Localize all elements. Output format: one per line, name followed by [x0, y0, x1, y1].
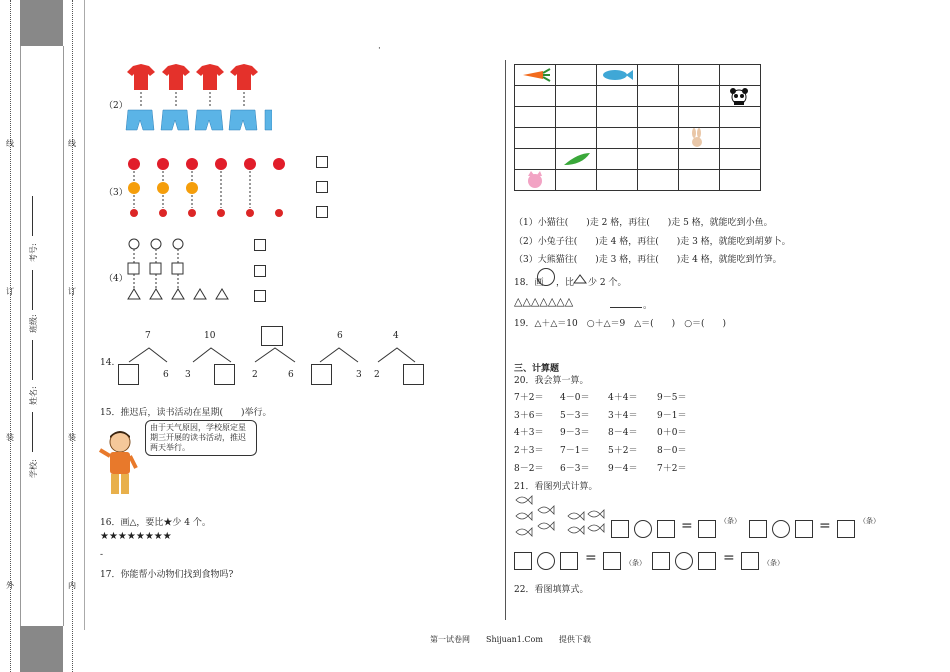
boy-figure	[98, 428, 142, 500]
q16-stars: ★★★★★★★★	[100, 531, 172, 542]
calc-r2-c3: 3＋4＝	[608, 411, 638, 421]
q4-label: （4）	[104, 274, 128, 284]
q21-unit-d: （条）	[763, 559, 784, 567]
bond2-left: 3	[185, 370, 191, 380]
calc-r5-c4: 7＋2＝	[657, 464, 687, 474]
bond2-top: 10	[204, 331, 216, 341]
calc-r2-c1: 3＋6＝	[514, 411, 544, 421]
calc-r3-c2: 9－3＝	[560, 428, 590, 438]
bond4-right: 3	[356, 370, 362, 380]
section3-title: 三、计算题	[514, 364, 560, 374]
rabbit-icon	[689, 128, 705, 148]
bond3-right: 6	[288, 370, 294, 380]
grid-cell-panda	[720, 86, 761, 107]
grid-cell-rabbit	[679, 128, 720, 149]
q21-unit-a: （条）	[720, 517, 741, 525]
q21-box-b2[interactable]	[795, 520, 813, 538]
bamboo-shoot-icon	[562, 151, 592, 167]
bond3-top-box[interactable]	[261, 326, 283, 346]
q21-box-b1[interactable]	[749, 520, 767, 538]
margin-word-ding-outer: 订	[6, 287, 14, 296]
q21-box-b3[interactable]	[837, 520, 855, 538]
name-label: 姓名:	[29, 386, 38, 405]
header-dot: ·	[378, 44, 381, 54]
grid-cell-bamboo	[556, 149, 597, 170]
column-divider	[505, 60, 506, 620]
q21-box-d3[interactable]	[741, 552, 759, 570]
bond5-right-box[interactable]	[403, 364, 424, 385]
calc-r3-c3: 8－4＝	[608, 428, 638, 438]
grid-cell-fish	[597, 65, 638, 86]
bond1-top: 7	[145, 331, 151, 341]
q18-triangle-icon	[573, 274, 587, 284]
strip-edge-left	[20, 46, 21, 626]
shapes-figure	[124, 236, 234, 302]
bond4-top: 6	[337, 331, 343, 341]
grid-q1: （1）小猫往( )走 2 格，再往( )走 5 格，就能吃到小鱼。	[514, 218, 773, 228]
q16-text: 16．画△，要比★少 4 个。	[100, 518, 211, 528]
q18-line-end: 。	[643, 301, 653, 311]
animal-food-grid	[514, 64, 761, 191]
bond1-right: 6	[163, 370, 169, 380]
q3-answer-box-3[interactable]	[316, 206, 328, 218]
q21-box-d2[interactable]	[698, 552, 716, 570]
class-blank[interactable]	[32, 270, 33, 310]
binding-strip-bottom	[20, 626, 63, 672]
number-blank[interactable]	[32, 196, 33, 236]
footer-text: 第一试卷网 Shijuan1.Com 提供下载	[430, 635, 591, 644]
strip-edge-right	[63, 46, 64, 626]
q20-text: 20．我会算一算。	[514, 376, 589, 386]
q21-circle-b[interactable]	[772, 520, 790, 538]
q3-answer-box-2[interactable]	[316, 181, 328, 193]
calc-r2-c2: 5－3＝	[560, 411, 590, 421]
grid-q3: （3）大熊猫往( )走 3 格，再往( )走 4 格，就能吃到竹笋。	[514, 255, 782, 265]
q18-circle-icon	[537, 268, 555, 286]
class-label: 班级:	[29, 314, 38, 333]
bond5-top: 4	[393, 331, 399, 341]
q21-eq-b: =	[819, 518, 831, 534]
carrot-icon	[521, 68, 551, 82]
inner-cut-line	[72, 0, 73, 672]
calc-r4-c4: 8－0＝	[657, 446, 687, 456]
q21-circle-d[interactable]	[675, 552, 693, 570]
grid-cell-carrot	[515, 65, 556, 86]
q21-eq-a: =	[681, 518, 693, 534]
bond3-left: 2	[252, 370, 258, 380]
q19-text: 19．△＋△＝10 ○＋△＝9 △＝( ) ○＝( )	[514, 319, 727, 329]
number-label: 考号:	[29, 243, 38, 262]
calc-r5-c2: 6－3＝	[560, 464, 590, 474]
q21-circle-a[interactable]	[634, 520, 652, 538]
q21-circle-c[interactable]	[537, 552, 555, 570]
q21-eq-d: =	[723, 550, 735, 566]
q18-text-a: 18．画	[514, 278, 544, 288]
calc-r4-c3: 5＋2＝	[608, 446, 638, 456]
speech-bubble: 由于天气原因，学校原定星期三开展的读书活动，推迟两天举行。	[145, 420, 257, 456]
outer-cut-line	[10, 0, 11, 672]
q2-label: （2）	[104, 101, 128, 111]
q21-box-a3[interactable]	[698, 520, 716, 538]
q21-eq-c: =	[585, 550, 597, 566]
q21-box-d1[interactable]	[652, 552, 670, 570]
q21-unit-b: （条）	[859, 517, 880, 525]
bond4-left-box[interactable]	[311, 364, 332, 385]
fruits-figure	[124, 152, 294, 222]
bond2-right-box[interactable]	[214, 364, 235, 385]
calc-r4-c2: 7－1＝	[560, 446, 590, 456]
margin-word-zhuang-inner: 装	[68, 433, 76, 442]
q3-answer-box-1[interactable]	[316, 156, 328, 168]
calc-r1-c1: 7＋2＝	[514, 393, 544, 403]
q18-text-b: ，比	[556, 278, 575, 288]
school-blank[interactable]	[32, 412, 33, 452]
name-blank[interactable]	[32, 340, 33, 380]
q4-answer-box-1[interactable]	[254, 239, 266, 251]
margin-rule	[84, 0, 85, 630]
margin-word-xian-inner: 线	[68, 139, 76, 148]
q3-label: （3）	[104, 188, 128, 198]
bond5-left: 2	[374, 370, 380, 380]
margin-word-wai: 外	[6, 581, 14, 590]
q18-answer-line[interactable]	[610, 307, 642, 308]
q21-box-a2[interactable]	[657, 520, 675, 538]
q18-text-c: 少 2 个。	[588, 278, 627, 288]
margin-word-ding-inner: 订	[68, 287, 76, 296]
calc-r3-c4: 0＋0＝	[657, 428, 687, 438]
number-bond-lines	[115, 340, 435, 388]
margin-word-zhuang-outer: 装	[6, 433, 14, 442]
grid-q2: （2）小兔子往( )走 4 格，再往( )走 3 格，就能吃到胡萝卜。	[514, 237, 791, 247]
calc-r1-c4: 9－5＝	[657, 393, 687, 403]
q21-box-c2[interactable]	[560, 552, 578, 570]
fish-group-figure	[512, 492, 608, 540]
q16-mark: -	[100, 550, 104, 560]
calc-r1-c2: 4－0＝	[560, 393, 590, 403]
panda-icon	[728, 87, 750, 105]
calc-r1-c3: 4＋4＝	[608, 393, 638, 403]
q21-unit-c: （条）	[625, 559, 646, 567]
q21-box-c1[interactable]	[514, 552, 532, 570]
calc-r2-c4: 9－1＝	[657, 411, 687, 421]
school-label: 学校:	[29, 459, 38, 478]
grid-cell-cat	[515, 170, 556, 191]
binding-strip-top	[20, 0, 63, 46]
cat-icon	[525, 171, 545, 189]
q15-text: 15．推迟后，读书活动在星期( )举行。	[100, 408, 272, 418]
bond1-left-box[interactable]	[118, 364, 139, 385]
fish-icon	[600, 68, 634, 82]
margin-word-xian-outer: 线	[6, 139, 14, 148]
calc-r5-c3: 9－4＝	[608, 464, 638, 474]
q17-text: 17．你能帮小动物们找到食物吗?	[100, 570, 234, 580]
margin-word-nei: 内	[68, 581, 76, 590]
q4-answer-box-2[interactable]	[254, 265, 266, 277]
q21-box-c3[interactable]	[603, 552, 621, 570]
q22-text: 22．看图填算式。	[514, 585, 589, 595]
q4-answer-box-3[interactable]	[254, 290, 266, 302]
q21-box-a1[interactable]	[611, 520, 629, 538]
calc-r4-c1: 2＋3＝	[514, 446, 544, 456]
q18-triangles: △△△△△△△	[514, 295, 574, 308]
q21-text: 21．看图列式计算。	[514, 482, 598, 492]
calc-r3-c1: 4＋3＝	[514, 428, 544, 438]
q14-label: 14.	[100, 358, 115, 368]
calc-r5-c1: 8－2＝	[514, 464, 544, 474]
shirts-shorts-figure	[124, 60, 272, 134]
